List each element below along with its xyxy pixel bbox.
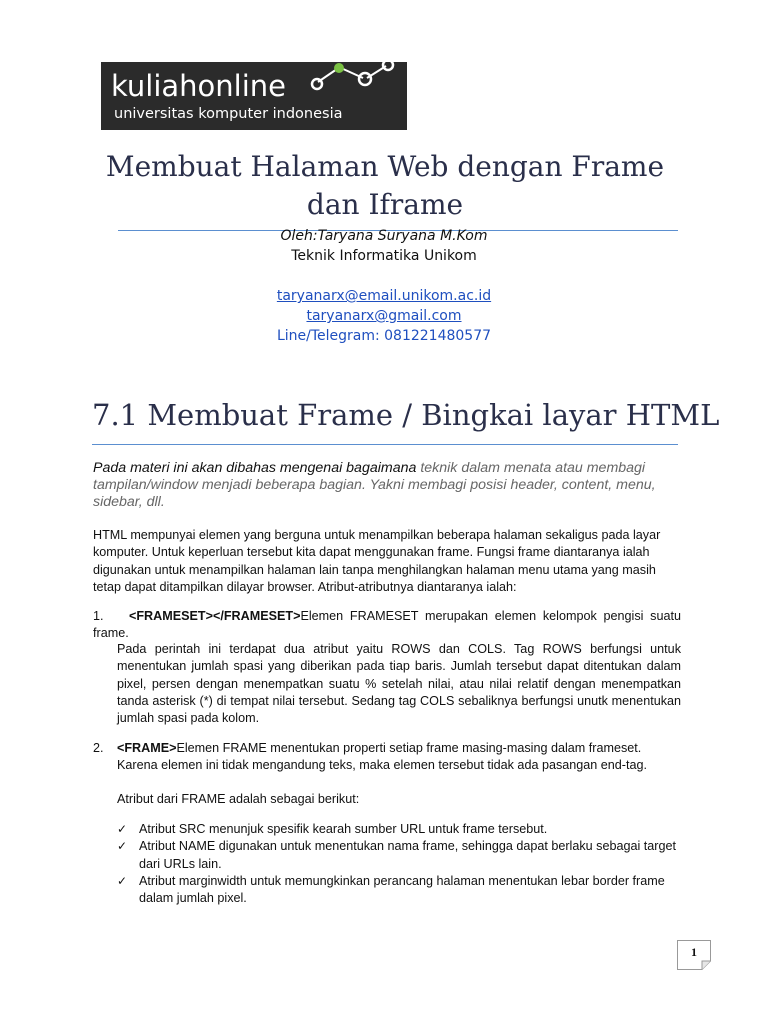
logo-primary-text: kuliahonline xyxy=(111,69,287,103)
author-block xyxy=(0,226,768,346)
logo-graphic xyxy=(101,56,407,132)
checklist-item-text: Atribut marginwidth untuk memungkinkan perancang halaman menentukan lebar border frame dalam jumlah pixel. xyxy=(139,873,665,906)
frameset-tag: <FRAMESET></FRAMESET> xyxy=(129,609,301,623)
document-title xyxy=(80,148,690,224)
list-item-frameset xyxy=(93,608,681,643)
page-number: 1 xyxy=(691,945,697,959)
logo-secondary-text: universitas komputer indonesia xyxy=(114,106,343,122)
attributes-heading: Atribut dari FRAME adalah sebagai berikut: xyxy=(117,792,360,806)
author-department: Teknik Informatika Unikom xyxy=(291,248,477,264)
checklist-item xyxy=(117,873,681,908)
document-title-line2: dan Iframe xyxy=(306,188,464,221)
email-link-unikom[interactable]: taryanarx@email.unikom.ac.id xyxy=(276,288,492,304)
checklist-item xyxy=(117,821,681,838)
intro-paragraph xyxy=(93,460,681,511)
section-divider xyxy=(92,444,678,445)
list-item-number: 1. xyxy=(93,609,104,623)
checklist-item-text: Atribut NAME digunakan untuk menentukan nama frame, sehingga dapat berlaku sebagai target dari URLs lain. xyxy=(139,839,676,871)
document-title-line1: Membuat Halaman Web dengan Frame xyxy=(105,150,665,183)
kuliahonline-logo xyxy=(101,56,407,132)
list-item-frame xyxy=(93,740,681,757)
check-icon: ✓ xyxy=(117,873,128,888)
email-link-gmail[interactable]: taryanarx@gmail.com xyxy=(306,308,462,324)
section-heading: 7.1 Membuat Frame / Bingkai layar HTML xyxy=(92,398,720,432)
intro-lead: Pada materi ini akan dibahas mengenai bagaimana xyxy=(93,460,417,476)
author-name: Oleh:Taryana Suryana M.Kom xyxy=(280,228,488,244)
intro-rest: teknik dalam menata atau membagi tampilan/window menjadi beberapa bagian. Yakni membagi posisi header, content, menu, sidebar, dll. xyxy=(93,460,656,510)
frame-tag: <FRAME> xyxy=(117,741,177,755)
frameset-description: Pada perintah ini terdapat dua atribut yaitu ROWS dan COLS. Tag ROWS berfungsi untuk menentukan jumlah spasi yang diberikan pada tiap baris. Jumlah tersebut dapat ditentukan dalam pixel, persen dengan menempatkan suatu % setelah nilai, atau nilai relatif dengan menempatkan tanda asterisk (*) di tempat nilai tersebut. Sedang tag COLS sebaliknya berfungsi unutk menentukan jumlah spasi pada kolom. xyxy=(117,642,681,726)
check-icon: ✓ xyxy=(117,839,128,854)
frame-description: Karena elemen ini tidak mengandung teks, maka elemen tersebut tidak ada pasangan end-tag. xyxy=(117,758,647,772)
contact-line-telegram: Line/Telegram: 081221480577 xyxy=(276,328,492,344)
frame-text: Elemen FRAME menentukan properti setiap frame masing-masing dalam frameset. xyxy=(176,741,642,755)
body-paragraph: HTML mempunyai elemen yang berguna untuk menampilkan beberapa halaman sekaligus pada layar komputer. Untuk keperluan tersebut kita dapat menggunakan frame. Fungsi frame diantaranya ialah digunakan untuk menampilkan halaman lain tanpa menghilangkan halaman menu utama yang masih tetap dapat ditampilkan dilayar browser. Atribut-atributnya diantaranya ialah: xyxy=(93,528,661,594)
attribute-checklist xyxy=(117,821,681,907)
checklist-item xyxy=(117,838,681,873)
checklist-item-text: Atribut SRC menunjuk spesifik kearah sumber URL untuk frame tersebut. xyxy=(139,822,548,836)
frameset-text: Elemen FRAMESET merupakan elemen kelompok pengisi suatu frame. xyxy=(93,609,681,641)
list-item-number: 2. xyxy=(93,741,104,755)
check-icon: ✓ xyxy=(117,822,128,836)
